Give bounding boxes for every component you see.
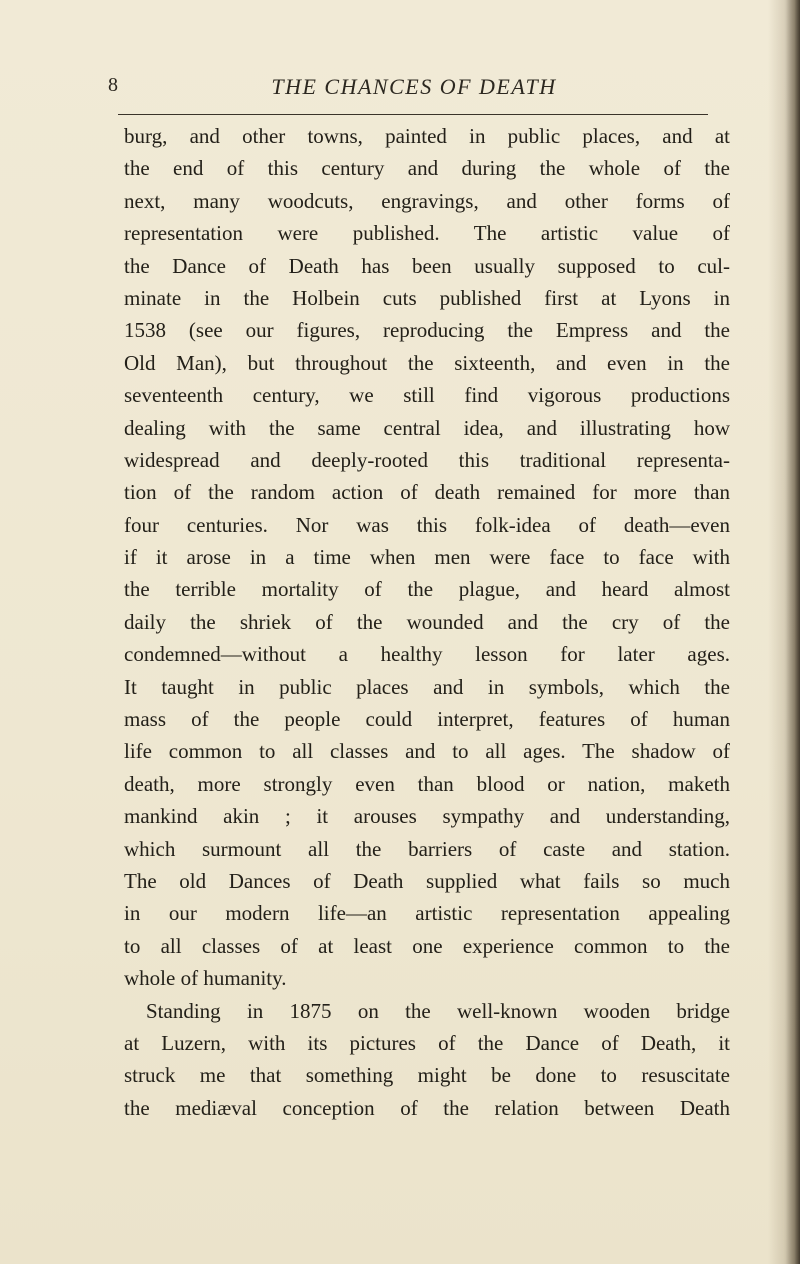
text-line: burg, and other towns, painted in public places, and at	[124, 124, 730, 148]
text-line: to all classes of at least one experience common to the	[124, 933, 730, 958]
text-line: at Luzern, with its pictures of the Dance of Death, it	[124, 1030, 730, 1055]
text-line: the end of this century and during the whole of the	[124, 156, 730, 181]
text-line: life common to all classes and to all ages. The shadow of	[124, 739, 730, 764]
text-line: whole of humanity.	[124, 966, 287, 991]
text-line: struck me that something might be done to resuscitate	[124, 1063, 730, 1088]
text-line: mankind akin ; it arouses sympathy and understanding,	[124, 804, 730, 829]
text-line: in our modern life—an artistic representation appealing	[124, 901, 730, 926]
text-line: the mediæval conception of the relation between Death	[124, 1095, 730, 1120]
text-line: minate in the Holbein cuts published first at Lyons in	[124, 285, 730, 310]
text-line: The old Dances of Death supplied what fails so much	[124, 868, 730, 893]
text-line: Standing in 1875 on the well-known wooden bridge	[146, 998, 730, 1023]
page-edge-shadow	[786, 0, 800, 1264]
text-line: mass of the people could interpret, features of human	[124, 707, 730, 732]
text-line: 1538 (see our figures, reproducing the Empress and the	[124, 318, 730, 343]
text-line: next, many woodcuts, engravings, and other forms of	[124, 188, 730, 213]
text-line: tion of the random action of death remained for more than	[124, 480, 730, 505]
text-line: Old Man), but throughout the sixteenth, and even in the	[124, 350, 730, 375]
page-number: 8	[108, 74, 118, 96]
body-text	[124, 120, 730, 1124]
text-line: if it arose in a time when men were face to face with	[124, 545, 730, 570]
text-line: condemned—without a healthy lesson for later ages.	[124, 642, 730, 667]
running-title: THE CHANCES OF DEATH	[271, 74, 557, 99]
text-line: widespread and deeply-rooted this traditional representa-	[124, 447, 730, 472]
running-head	[104, 74, 724, 104]
text-line: the terrible mortality of the plague, and heard almost	[124, 577, 730, 602]
text-line: It taught in public places and in symbols, which the	[124, 674, 730, 699]
text-line: dealing with the same central idea, and illustrating how	[124, 415, 730, 440]
text-line: which surmount all the barriers of caste and station.	[124, 836, 730, 861]
text-line: daily the shriek of the wounded and the cry of the	[124, 609, 730, 634]
text-line: seventeenth century, we still find vigorous productions	[124, 383, 730, 408]
header-rule	[118, 114, 708, 115]
text-line: representation were published. The artistic value of	[124, 221, 730, 246]
text-line: death, more strongly even than blood or nation, maketh	[124, 771, 730, 796]
text-line: the Dance of Death has been usually supposed to cul-	[124, 253, 730, 278]
text-line: four centuries. Nor was this folk-idea of death—even	[124, 512, 730, 537]
